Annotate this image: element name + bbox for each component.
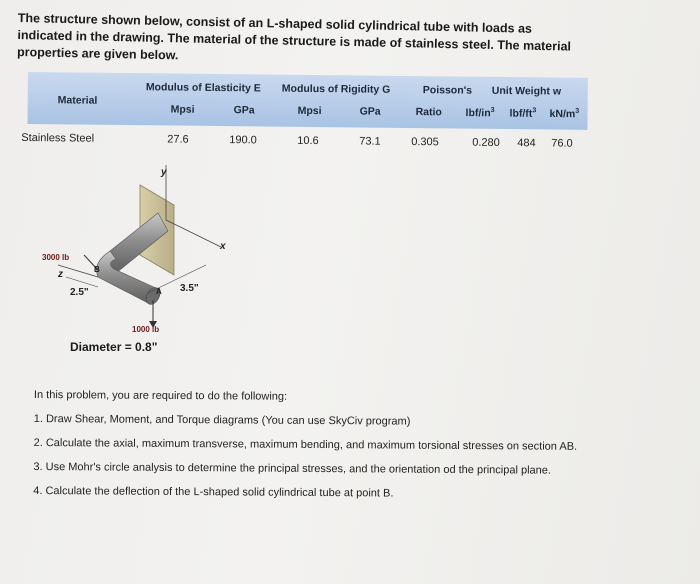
- cell-g-mpsi: 10.6: [297, 134, 319, 148]
- l-shaped-tube-figure: [36, 165, 236, 365]
- header-poisson: Poisson's: [422, 84, 473, 97]
- header-unit-lbf-ft3: lbf/$ft^3$: [509, 107, 537, 120]
- header-elasticity: Modulus of Elasticity E: [145, 81, 261, 95]
- cell-e-gpa: 190.0: [229, 134, 257, 147]
- label-dim-2-5: 2.5": [70, 287, 89, 298]
- header-g-gpa: GPa: [359, 105, 381, 118]
- task-item-4: 4. Calculate the deflection of the L-shaped solid cylindrical tube at point B.: [33, 484, 394, 500]
- cell-w-lbf-in3: 0.280: [472, 136, 500, 149]
- header-e-mpsi: Mpsi: [170, 103, 195, 116]
- header-poisson-ratio: Ratio: [415, 106, 442, 119]
- task-item-2: 2. Calculate the axial, maximum transverse, maximum bending, and maximum torsional stresses on section AB.: [33, 436, 578, 453]
- cell-w-lbf-ft3: 484: [517, 137, 536, 150]
- cell-w-kn-m3: 76.0: [551, 137, 573, 150]
- table-header: [27, 72, 588, 130]
- label-point-b: B: [94, 265, 100, 274]
- header-unit-lbf-in3: lbf/$in^3$: [465, 106, 495, 120]
- label-x-axis: x: [220, 241, 226, 252]
- cell-poisson: 0.305: [411, 136, 439, 149]
- task-list: [33, 388, 594, 512]
- tube-drawing: [36, 165, 236, 365]
- cell-e-mpsi: 27.6: [167, 133, 189, 146]
- dim-2-5-line: [66, 277, 98, 287]
- cell-material: Stainless Steel: [21, 131, 95, 145]
- header-rigidity: Modulus of Rigidity G: [281, 82, 391, 96]
- label-z-axis: z: [58, 269, 63, 280]
- table-row: [21, 124, 587, 160]
- header-unit-weight: Unit Weight w: [491, 84, 562, 98]
- task-item-1: 1. Draw Shear, Moment, and Torque diagrams (You can use SkyCiv program): [33, 412, 411, 428]
- task-lead: In this problem, you are required to do the following:: [33, 388, 288, 403]
- material-properties-table: [21, 72, 588, 160]
- header-unit-kn-m3: $kN/m^3$: [549, 107, 580, 121]
- label-dim-3-5: 3.5": [180, 283, 199, 294]
- cell-g-gpa: 73.1: [359, 135, 381, 148]
- label-load-3000: 3000 lb: [42, 253, 70, 262]
- problem-intro: The structure shown below, consist of an L-shaped solid cylindrical tube with loads as indicated in the drawing. The material of the structure is made of stainless steel. The material properties are given below.: [16, 10, 572, 63]
- header-material: Material: [57, 94, 98, 107]
- label-y-axis: y: [161, 167, 167, 178]
- label-load-1000: 1000 lb: [132, 325, 160, 334]
- task-item-3: 3. Use Mohr's circle analysis to determine the principal stresses, and the orientation od the principal plane.: [33, 460, 552, 477]
- label-point-a: A: [156, 287, 162, 296]
- header-e-gpa: GPa: [233, 104, 255, 117]
- header-g-mpsi: Mpsi: [297, 104, 322, 118]
- z-axis-line: [58, 265, 98, 277]
- diameter-label: Diameter = 0.8": [70, 340, 158, 354]
